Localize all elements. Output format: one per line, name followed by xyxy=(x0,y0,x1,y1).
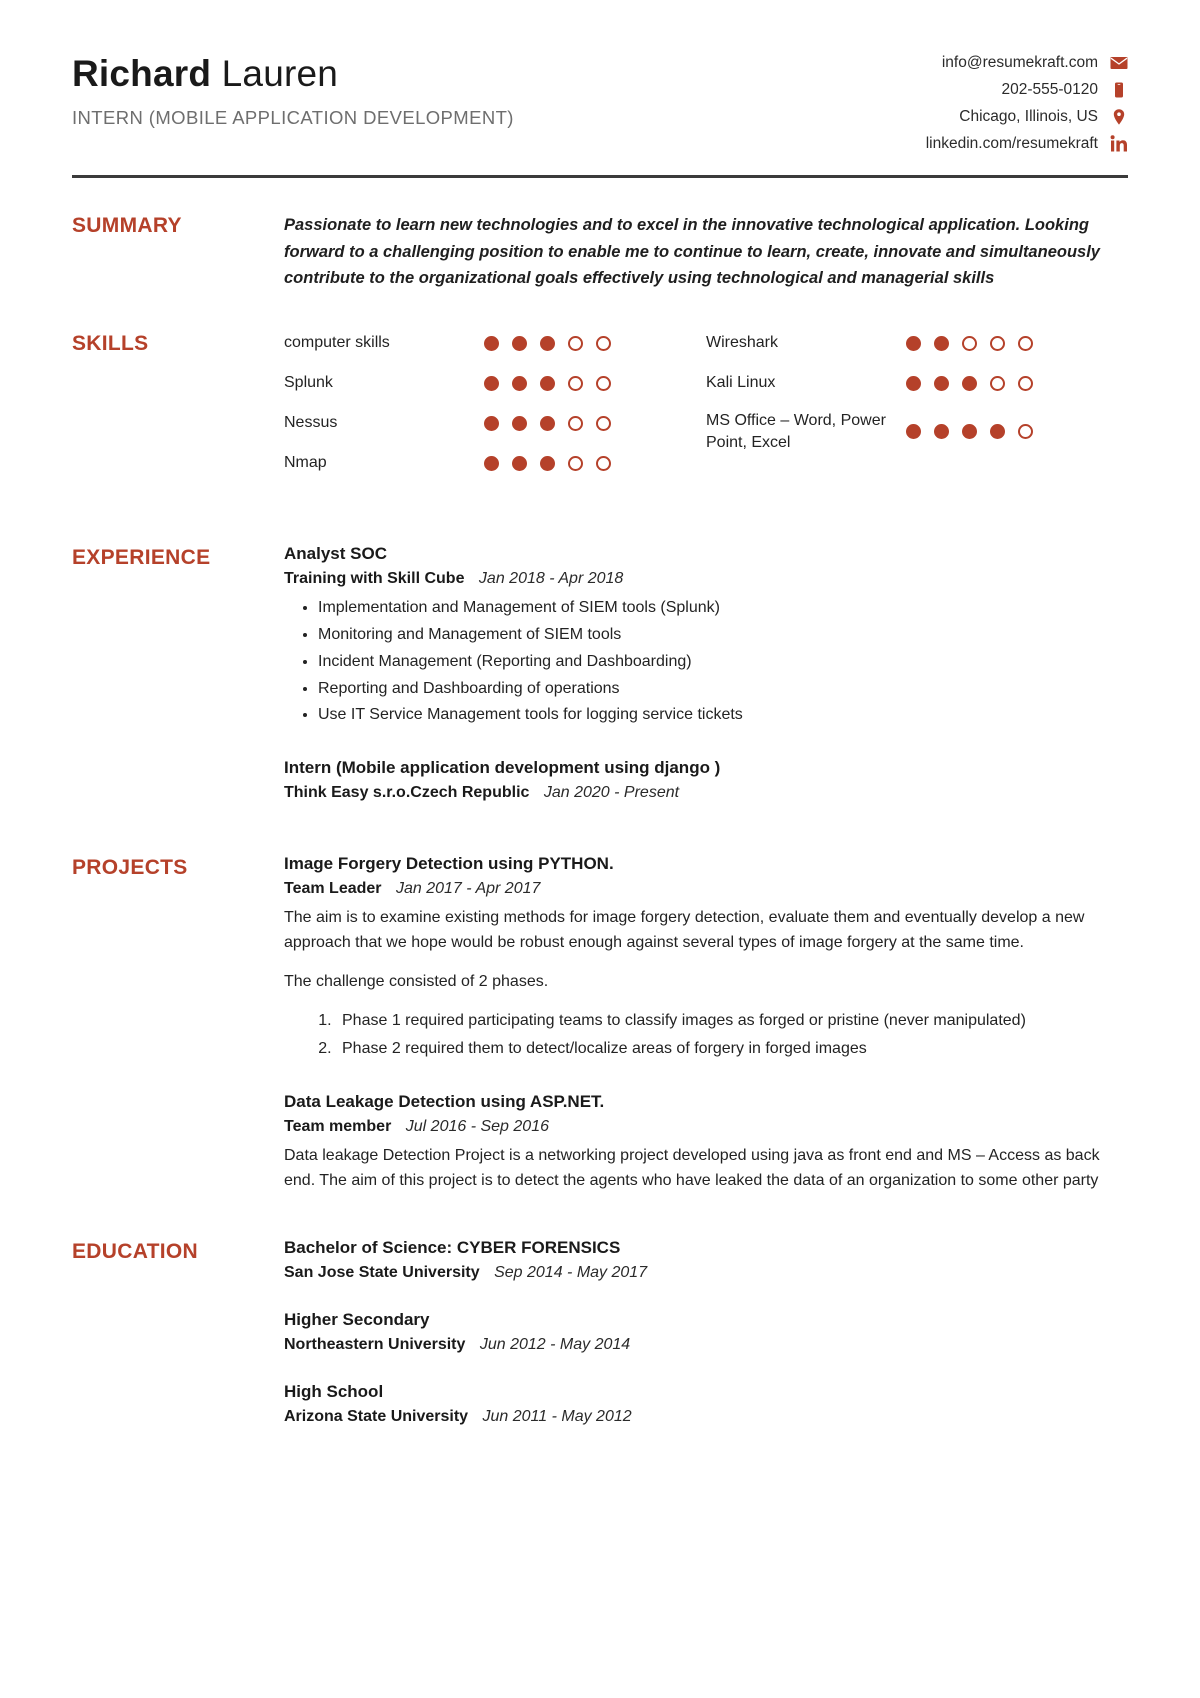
project-title: Image Forgery Detection using PYTHON. xyxy=(284,854,614,874)
project-entry xyxy=(284,1092,1128,1194)
bullet-item: • Reporting and Dashboarding of operations xyxy=(318,677,1128,702)
section-projects xyxy=(72,854,1128,1194)
skill-rating xyxy=(484,456,611,471)
experience-title: Analyst SOC xyxy=(284,544,387,564)
skill-item xyxy=(706,410,1128,453)
first-name: Richard xyxy=(72,53,212,94)
section-label-education: EDUCATION xyxy=(72,1239,198,1263)
education-entry xyxy=(284,1238,1128,1282)
project-role: Team Leader xyxy=(284,880,382,898)
bullet-item: • Implementation and Management of SIEM tools (Splunk) xyxy=(318,596,1128,621)
education-school-line xyxy=(284,1408,1128,1426)
project-role-line xyxy=(284,880,1128,898)
experience-organization: Think Easy s.r.o.Czech Republic xyxy=(284,784,530,802)
numbered-item: 1. Phase 1 required participating teams to classify images as forged or pristine (never manipulated) xyxy=(336,1009,1128,1034)
contact-linkedin-text: linkedin.com/resumekraft xyxy=(925,135,1098,152)
numbered-item: 2. Phase 2 required them to detect/localize areas of forgery in forged images xyxy=(336,1037,1128,1062)
contact-email-text: info@resumekraft.com xyxy=(941,54,1098,71)
education-body xyxy=(284,1238,1128,1434)
project-numbered-list xyxy=(284,1009,1128,1063)
skill-rating xyxy=(906,424,1033,439)
section-skills xyxy=(72,330,1128,490)
education-dates: Jun 2011 - May 2012 xyxy=(482,1407,632,1425)
skill-name: Kali Linux xyxy=(706,374,776,392)
contact-phone[interactable] xyxy=(1001,81,1128,99)
education-entry xyxy=(284,1310,1128,1354)
location-pin-icon xyxy=(1110,108,1128,126)
education-dates: Jun 2012 - May 2014 xyxy=(479,1335,631,1353)
education-degree: Bachelor of Science: CYBER FORENSICS xyxy=(284,1237,621,1257)
experience-organization-line xyxy=(284,570,1128,588)
skill-name: Splunk xyxy=(284,374,333,392)
section-label-summary: SUMMARY xyxy=(72,214,182,237)
bullet-item: • Use IT Service Management tools for logging service tickets xyxy=(318,703,1128,728)
skill-item xyxy=(706,370,1128,396)
skill-name: Wireshark xyxy=(706,334,779,352)
education-school-line xyxy=(284,1336,1128,1354)
project-paragraph: The aim is to examine existing methods for image forgery detection, evaluate them and eventually develop a new approach that we hope would be robust enough against several types of image forgery at the same time. xyxy=(284,909,1085,951)
education-degree: High School xyxy=(284,1381,384,1401)
section-label-projects: PROJECTS xyxy=(72,856,188,880)
contact-phone-text: 202-555-0120 xyxy=(1001,81,1098,98)
summary-text: Passionate to learn new technologies and to excel in the innovative technological application. Looking forward to a challenging position to enable me to continue to learn, create, innovate and simultaneously contribute to the organizational goals effectively using technological and managerial skills xyxy=(284,216,1100,288)
education-dates: Sep 2014 - May 2017 xyxy=(494,1263,648,1281)
bullet-item: • Monitoring and Management of SIEM tools xyxy=(318,623,1128,648)
skill-rating xyxy=(484,416,611,431)
section-education xyxy=(72,1238,1128,1434)
projects-body xyxy=(284,854,1128,1194)
contact-linkedin[interactable] xyxy=(926,135,1128,153)
project-dates: Jul 2016 - Sep 2016 xyxy=(405,1118,549,1136)
contact-email[interactable] xyxy=(942,54,1128,72)
section-experience xyxy=(72,544,1128,810)
summary-body xyxy=(284,212,1128,292)
project-paragraph: Data leakage Detection Project is a networking project developed using java as front end and MS – Access as back end. The aim of this project is to detect the agents who have leaked the data of an organization to some other party xyxy=(284,1147,1100,1189)
section-summary xyxy=(72,212,1128,292)
education-entry xyxy=(284,1382,1128,1426)
project-paragraph: The challenge consisted of 2 phases. xyxy=(284,972,549,990)
skill-rating xyxy=(906,336,1033,351)
experience-title: Intern (Mobile application development using django ) xyxy=(284,758,721,778)
resume-header xyxy=(72,46,1128,153)
contact-location[interactable] xyxy=(959,108,1128,126)
section-label-experience: EXPERIENCE xyxy=(72,546,211,570)
skill-rating xyxy=(484,376,611,391)
contact-location-text: Chicago, Illinois, US xyxy=(959,108,1098,125)
candidate-name xyxy=(72,54,514,95)
linkedin-icon xyxy=(1110,135,1128,153)
email-icon xyxy=(1110,54,1128,72)
skills-column-left xyxy=(284,330,706,490)
experience-bullets xyxy=(284,596,1128,728)
experience-organization: Training with Skill Cube xyxy=(284,570,465,588)
skill-item xyxy=(284,450,706,476)
project-role-line xyxy=(284,1118,1128,1136)
education-school: Arizona State University xyxy=(284,1407,469,1425)
skill-item xyxy=(284,370,706,396)
project-dates: Jan 2017 - Apr 2017 xyxy=(395,880,541,898)
education-school: Northeastern University xyxy=(284,1335,466,1353)
section-label-skills: SKILLS xyxy=(72,332,149,356)
education-school: San Jose State University xyxy=(284,1263,480,1281)
name-block xyxy=(72,46,514,129)
skill-rating xyxy=(906,376,1033,391)
skill-name: MS Office – Word, Power Point, Excel xyxy=(706,412,886,451)
education-degree: Higher Secondary xyxy=(284,1309,430,1329)
skill-item xyxy=(284,410,706,436)
skills-body xyxy=(284,330,1128,490)
skill-item xyxy=(284,330,706,356)
last-name: Lauren xyxy=(221,53,339,94)
skill-name: Nmap xyxy=(284,454,327,472)
skill-name: computer skills xyxy=(284,334,390,352)
contact-block xyxy=(926,46,1128,153)
skills-column-right xyxy=(706,330,1128,490)
bullet-item: • Incident Management (Reporting and Dashboarding) xyxy=(318,650,1128,675)
skill-rating xyxy=(484,336,611,351)
experience-dates: Jan 2020 - Present xyxy=(543,784,680,802)
experience-dates: Jan 2018 - Apr 2018 xyxy=(478,570,624,588)
skill-item xyxy=(706,330,1128,356)
project-title: Data Leakage Detection using ASP.NET. xyxy=(284,1092,605,1112)
experience-entry xyxy=(284,544,1128,728)
experience-body xyxy=(284,544,1128,810)
job-title: INTERN (MOBILE APPLICATION DEVELOPMENT) xyxy=(72,106,514,128)
project-role: Team member xyxy=(284,1118,392,1136)
project-entry xyxy=(284,854,1128,1062)
skill-name: Nessus xyxy=(284,414,338,432)
header-divider xyxy=(72,175,1128,178)
phone-icon xyxy=(1110,81,1128,99)
experience-organization-line xyxy=(284,784,1128,802)
education-school-line xyxy=(284,1264,1128,1282)
experience-entry xyxy=(284,758,1128,802)
